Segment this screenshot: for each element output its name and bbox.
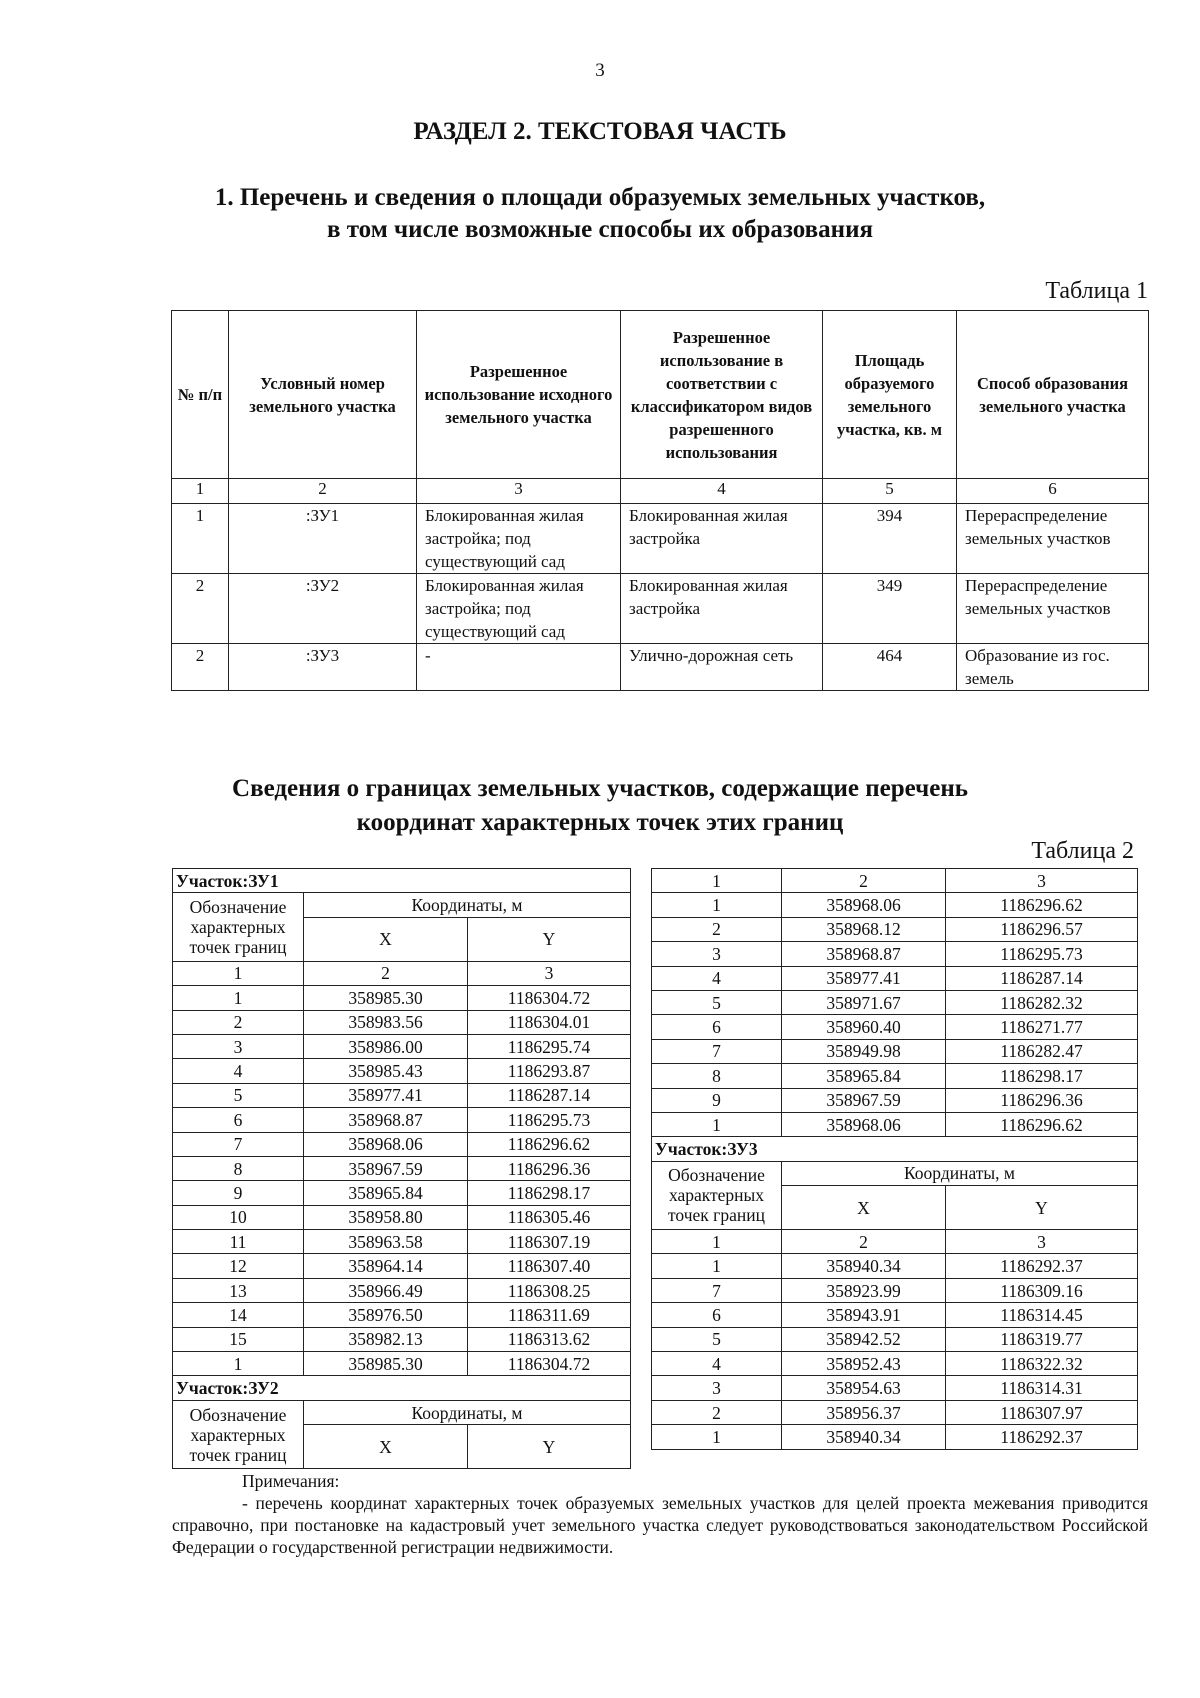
- x-header: X: [304, 1425, 468, 1469]
- coordinate-row: [652, 966, 1138, 990]
- table-cell: 1: [652, 893, 782, 917]
- table-cell: 358964.14: [304, 1254, 468, 1278]
- table-cell: 1186322.32: [946, 1352, 1138, 1376]
- table-cell: Образование из гос. земель: [957, 644, 1149, 691]
- column-number: 2: [782, 869, 946, 893]
- header-cell: Площадь образуемого земельного участка, кв. м: [823, 311, 957, 479]
- table-cell: 358942.52: [782, 1327, 946, 1351]
- table-cell: 358966.49: [304, 1278, 468, 1302]
- heading-line: в том числе возможные способы их образования: [326, 216, 873, 243]
- table-cell: 358954.63: [782, 1376, 946, 1400]
- column-number-row: [652, 1230, 1138, 1254]
- coordinate-row: [652, 1015, 1138, 1039]
- y-header: Y: [468, 1425, 631, 1469]
- table2-caption: Таблица 2: [1031, 838, 1134, 864]
- coordinate-row: [652, 1352, 1138, 1376]
- table-cell: 8: [652, 1064, 782, 1088]
- table-cell: 2: [652, 917, 782, 941]
- table-cell: 1186298.17: [946, 1064, 1138, 1088]
- table-cell: 5: [652, 990, 782, 1014]
- column-number: 2: [782, 1230, 946, 1254]
- column-number: 2: [229, 479, 417, 504]
- coordinate-row: [652, 1278, 1138, 1302]
- table-cell: 1186296.36: [946, 1088, 1138, 1112]
- coordinate-row: [173, 1059, 631, 1083]
- table-cell: 1186271.77: [946, 1015, 1138, 1039]
- table-cell: 358968.06: [782, 893, 946, 917]
- table-cell: 1186307.97: [946, 1400, 1138, 1424]
- table-cell: 4: [173, 1059, 304, 1083]
- coordinate-row: [652, 1400, 1138, 1424]
- coordinate-row: [652, 1425, 1138, 1449]
- coordinate-row: [173, 1230, 631, 1254]
- coordinate-row: [173, 1254, 631, 1278]
- coordinate-row: [652, 1254, 1138, 1278]
- table-cell: 1186314.45: [946, 1303, 1138, 1327]
- table-cell: 6: [173, 1108, 304, 1132]
- table-cell: 358985.30: [304, 986, 468, 1010]
- table-cell: 1: [173, 986, 304, 1010]
- table-cell: 1186307.19: [468, 1230, 631, 1254]
- table-header-row: [172, 311, 1149, 479]
- table-cell: 7: [173, 1132, 304, 1156]
- coordinate-row: [173, 1132, 631, 1156]
- table-cell: 1186308.25: [468, 1278, 631, 1302]
- table-cell: 358940.34: [782, 1425, 946, 1449]
- coordinates-header: Координаты, м: [304, 893, 631, 917]
- table-cell: 1186296.62: [946, 1112, 1138, 1136]
- table-cell: :ЗУ3: [229, 644, 417, 691]
- table-cell: 1186282.32: [946, 990, 1138, 1014]
- table-cell: 358986.00: [304, 1034, 468, 1058]
- table-cell: 1186319.77: [946, 1327, 1138, 1351]
- table-cell: 358943.91: [782, 1303, 946, 1327]
- table-cell: 394: [823, 504, 957, 574]
- table-cell: Блокированная жилая застройка: [621, 574, 823, 644]
- column-number-row: [652, 869, 1138, 893]
- coordinate-row: [173, 1205, 631, 1229]
- coordinate-row: [173, 1034, 631, 1058]
- table-cell: 358963.58: [304, 1230, 468, 1254]
- table-cell: 1: [652, 1425, 782, 1449]
- table-cell: 5: [173, 1083, 304, 1107]
- coordinate-row: [652, 1112, 1138, 1136]
- table-cell: 1186309.16: [946, 1278, 1138, 1302]
- table-cell: 358949.98: [782, 1039, 946, 1063]
- table-cell: 1: [172, 504, 229, 574]
- table-cell: 358968.87: [304, 1108, 468, 1132]
- table-cell: 2: [172, 644, 229, 691]
- table-cell: 3: [652, 1376, 782, 1400]
- column-number: 5: [823, 479, 957, 504]
- heading-line: координат характерных точек этих границ: [356, 809, 844, 836]
- coordinate-row: [173, 1083, 631, 1107]
- coordinate-row: [173, 1156, 631, 1180]
- table-cell: 1186307.40: [468, 1254, 631, 1278]
- header-cell: Разрешенное использование исходного земельного участка: [417, 311, 621, 479]
- table-cell: 358971.67: [782, 990, 946, 1014]
- coords-header-row: [652, 1161, 1138, 1185]
- table-cell: -: [417, 644, 621, 691]
- table-cell: 358940.34: [782, 1254, 946, 1278]
- table-cell: 14: [173, 1303, 304, 1327]
- table-cell: 358977.41: [782, 966, 946, 990]
- column-number: 1: [173, 961, 304, 985]
- coords-header-row: [173, 1400, 631, 1424]
- column-number: 3: [417, 479, 621, 504]
- y-header: Y: [946, 1186, 1138, 1230]
- table-cell: 1186298.17: [468, 1181, 631, 1205]
- table-cell: 358952.43: [782, 1352, 946, 1376]
- heading-boundaries: [0, 772, 1200, 840]
- table-cell: 9: [652, 1088, 782, 1112]
- table-cell: 7: [652, 1278, 782, 1302]
- column-number: 1: [652, 869, 782, 893]
- table-cell: 1186296.62: [946, 893, 1138, 917]
- column-number: 4: [621, 479, 823, 504]
- coordinate-row: [173, 986, 631, 1010]
- point-label-header: Обозначение характерных точек границ: [652, 1161, 782, 1229]
- point-label-header: Обозначение характерных точек границ: [173, 1400, 304, 1468]
- table-row: [172, 644, 1149, 691]
- x-header: X: [782, 1186, 946, 1230]
- table-cell: 1186295.73: [946, 942, 1138, 966]
- table-cell: 358965.84: [304, 1181, 468, 1205]
- coordinate-row: [652, 917, 1138, 941]
- plot-title: Участок:ЗУ3: [652, 1137, 1138, 1161]
- column-number: 6: [957, 479, 1149, 504]
- coordinate-row: [173, 1303, 631, 1327]
- table-cell: 1186282.47: [946, 1039, 1138, 1063]
- table-cell: 358968.06: [782, 1112, 946, 1136]
- table-cell: 9: [173, 1181, 304, 1205]
- column-number-row: [172, 479, 1149, 504]
- table-cell: 358968.06: [304, 1132, 468, 1156]
- table-cell: :ЗУ1: [229, 504, 417, 574]
- table-cell: 2: [172, 574, 229, 644]
- table-cell: 15: [173, 1327, 304, 1351]
- plot-title: Участок:ЗУ2: [173, 1376, 631, 1400]
- column-number-row: [173, 961, 631, 985]
- heading-line: Сведения о границах земельных участков, содержащие перечень: [232, 775, 968, 802]
- plot-title-row: [173, 1376, 631, 1400]
- table-cell: 3: [173, 1034, 304, 1058]
- table-cell: 349: [823, 574, 957, 644]
- notes-title: Примечания:: [242, 1471, 340, 1491]
- table-cell: 4: [652, 1352, 782, 1376]
- table-cell: 1186311.69: [468, 1303, 631, 1327]
- section-title: РАЗДЕЛ 2. ТЕКСТОВАЯ ЧАСТЬ: [413, 118, 787, 145]
- header-cell: Разрешенное использование в соответствии с классификатором видов разрешенного использования: [621, 311, 823, 479]
- notes-text: - перечень координат характерных точек образуемых земельных участков для целей проекта межевания приводится справочно, при постановке на кадастровый учет земельного участка следует руководствоваться законодательством Российской Федерации о государственной регистрации недвижимости.: [172, 1493, 1148, 1557]
- table-cell: 358958.80: [304, 1205, 468, 1229]
- table-cell: Блокированная жилая застройка; под существующий сад: [417, 504, 621, 574]
- table-cell: 1186287.14: [468, 1083, 631, 1107]
- coordinate-row: [652, 1088, 1138, 1112]
- coordinates-table-left: [172, 868, 631, 1469]
- table-cell: 1186292.37: [946, 1254, 1138, 1278]
- plots-table: [171, 310, 1149, 691]
- coordinates-header: Координаты, м: [304, 1400, 631, 1424]
- table-cell: 358960.40: [782, 1015, 946, 1039]
- page-number: 3: [595, 60, 605, 81]
- table-cell: 10: [173, 1205, 304, 1229]
- coordinate-row: [652, 942, 1138, 966]
- plot-title-row: [652, 1137, 1138, 1161]
- plot-title: Участок:ЗУ1: [173, 869, 631, 893]
- table-cell: 1186293.87: [468, 1059, 631, 1083]
- table-row: [172, 574, 1149, 644]
- table-cell: 4: [652, 966, 782, 990]
- table-cell: 1186292.37: [946, 1425, 1138, 1449]
- table-cell: Улично-дорожная сеть: [621, 644, 823, 691]
- table-cell: 12: [173, 1254, 304, 1278]
- coordinates-table-right: [651, 868, 1138, 1450]
- coordinate-row: [652, 1039, 1138, 1063]
- table-cell: 13: [173, 1278, 304, 1302]
- table-cell: 1186295.74: [468, 1034, 631, 1058]
- notes: [172, 1470, 1148, 1558]
- coordinate-row: [173, 1352, 631, 1376]
- coords-header-row: [173, 893, 631, 917]
- table-cell: Блокированная жилая застройка; под существующий сад: [417, 574, 621, 644]
- table-cell: 358983.56: [304, 1010, 468, 1034]
- coordinate-row: [173, 1108, 631, 1132]
- y-header: Y: [468, 917, 631, 961]
- table-cell: 7: [652, 1039, 782, 1063]
- coordinate-row: [652, 1303, 1138, 1327]
- coordinate-row: [652, 893, 1138, 917]
- table-cell: Перераспределение земельных участков: [957, 504, 1149, 574]
- table-cell: 1186296.36: [468, 1156, 631, 1180]
- table-cell: 358956.37: [782, 1400, 946, 1424]
- table-cell: 358968.87: [782, 942, 946, 966]
- table-cell: 8: [173, 1156, 304, 1180]
- column-number: 3: [468, 961, 631, 985]
- table-cell: 358985.30: [304, 1352, 468, 1376]
- coordinate-row: [652, 990, 1138, 1014]
- table-cell: 1186287.14: [946, 966, 1138, 990]
- table-cell: 3: [652, 942, 782, 966]
- table-cell: 5: [652, 1327, 782, 1351]
- table-cell: 6: [652, 1015, 782, 1039]
- table-cell: 358967.59: [782, 1088, 946, 1112]
- coordinate-row: [652, 1064, 1138, 1088]
- table-cell: 1186304.72: [468, 1352, 631, 1376]
- coordinate-row: [652, 1376, 1138, 1400]
- table-cell: 11: [173, 1230, 304, 1254]
- header-cell: Условный номер земельного участка: [229, 311, 417, 479]
- plot-title-row: [173, 869, 631, 893]
- table-cell: :ЗУ2: [229, 574, 417, 644]
- table-cell: 1186296.57: [946, 917, 1138, 941]
- heading-list-of-plots: [0, 182, 1200, 246]
- point-label-header: Обозначение характерных точек границ: [173, 893, 304, 961]
- table-row: [172, 504, 1149, 574]
- column-number: 1: [172, 479, 229, 504]
- table1-caption: Таблица 1: [1045, 278, 1148, 304]
- coordinate-row: [173, 1278, 631, 1302]
- coordinate-row: [652, 1327, 1138, 1351]
- table-cell: 358985.43: [304, 1059, 468, 1083]
- column-number: 3: [946, 869, 1138, 893]
- header-cell: № п/п: [172, 311, 229, 479]
- x-header: X: [304, 917, 468, 961]
- table-cell: 2: [652, 1400, 782, 1424]
- table-cell: 1: [652, 1254, 782, 1278]
- table-cell: 1186305.46: [468, 1205, 631, 1229]
- table-cell: 6: [652, 1303, 782, 1327]
- table-cell: 1186296.62: [468, 1132, 631, 1156]
- heading-line: 1. Перечень и сведения о площади образуемых земельных участков,: [214, 184, 986, 211]
- table-cell: 1: [173, 1352, 304, 1376]
- table-cell: 1186295.73: [468, 1108, 631, 1132]
- table-cell: 358965.84: [782, 1064, 946, 1088]
- table-cell: 1186313.62: [468, 1327, 631, 1351]
- coordinate-row: [173, 1181, 631, 1205]
- table-cell: 358977.41: [304, 1083, 468, 1107]
- table-cell: 358982.13: [304, 1327, 468, 1351]
- table-cell: 1186304.72: [468, 986, 631, 1010]
- table-cell: Блокированная жилая застройка: [621, 504, 823, 574]
- coordinate-row: [173, 1327, 631, 1351]
- table-cell: 1186304.01: [468, 1010, 631, 1034]
- table-cell: Перераспределение земельных участков: [957, 574, 1149, 644]
- table-cell: 464: [823, 644, 957, 691]
- column-number: 2: [304, 961, 468, 985]
- table-cell: 358976.50: [304, 1303, 468, 1327]
- table-cell: 1: [652, 1112, 782, 1136]
- header-cell: Способ образования земельного участка: [957, 311, 1149, 479]
- table-cell: 358923.99: [782, 1278, 946, 1302]
- column-number: 1: [652, 1230, 782, 1254]
- coordinate-row: [173, 1010, 631, 1034]
- table-cell: 1186314.31: [946, 1376, 1138, 1400]
- coordinates-header: Координаты, м: [782, 1161, 1138, 1185]
- table-cell: 358968.12: [782, 917, 946, 941]
- column-number: 3: [946, 1230, 1138, 1254]
- table-cell: 2: [173, 1010, 304, 1034]
- table-cell: 358967.59: [304, 1156, 468, 1180]
